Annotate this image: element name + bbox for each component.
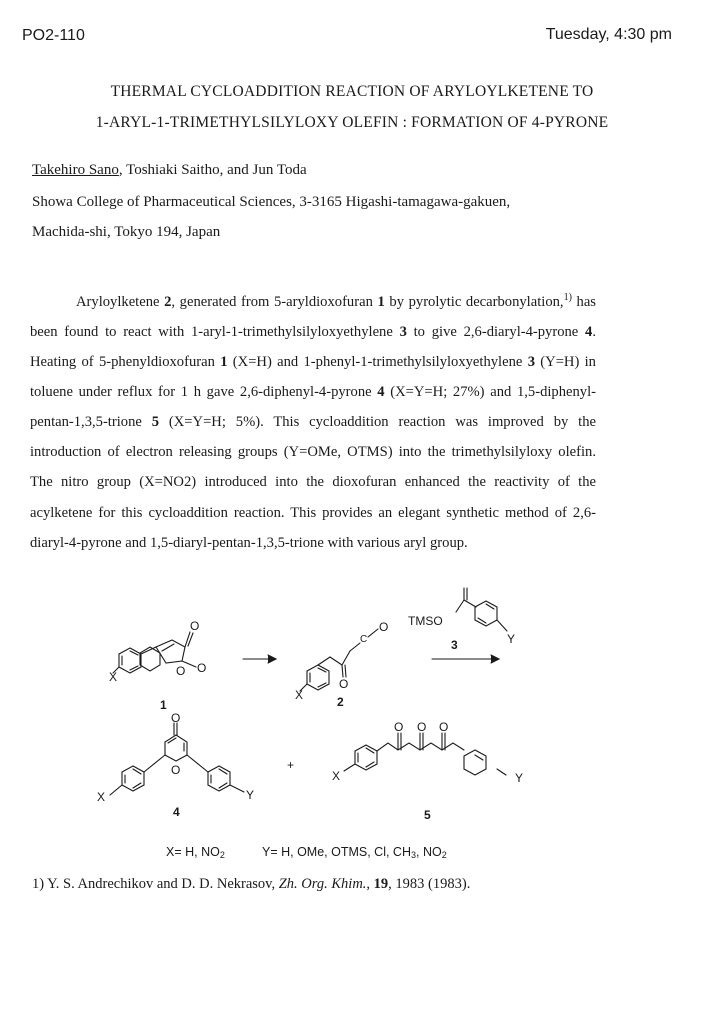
affiliation-line-2: Machida-shi, Tokyo 194, Japan [32, 224, 221, 240]
atom-label: O [394, 720, 404, 734]
atom-label: O [439, 720, 449, 734]
compound-ref: 4 [377, 384, 385, 401]
compound-ref: 3 [527, 354, 535, 371]
compound-ref: 1 [377, 293, 385, 310]
reference-1: 1) Y. S. Andrechikov and D. D. Nekrasov, Zh. Org. Khim., 19, 1983 (1983). [32, 876, 471, 892]
compound-label-3: 3 [451, 638, 458, 652]
atom-label: O [197, 661, 207, 675]
atom-label: O [379, 620, 389, 634]
substituent-y: Y [246, 788, 255, 802]
compound-ref: 1 [220, 354, 228, 371]
presenting-author: Takehiro Sano [32, 162, 119, 178]
substituent-x-legend: X= H, $NO_2$ [166, 845, 225, 860]
substituent-x: X [332, 769, 341, 783]
abstract-body [30, 283, 596, 558]
journal-name: Zh. Org. Khim. [278, 876, 367, 892]
compound-label-5: 5 [424, 808, 431, 822]
abstract-paragraph: Aryloylketene 2, generated from 5-aryldioxofuran 1 by pyrolytic decarbonylation,$^{1)}$ has been found to react with 1-aryl-1-trimethylsilyloxyethylene 3 to give 2,6-diaryl-4-pyrone 4. Heating of 5-phenyldioxofuran 1 (X=H) and 1-phenyl-1-trimethylsilyloxyethylene 3 (Y=H) in toluene under reflux for 1 h gave 2,6-diphenyl-4-pyrone 4 (X=Y=H; 27%) and 1,5-diphenyl-pentan-1,3,5-trione 5 (X=Y=H; 5%). This cycloaddition reaction was improved by the introduction of electron releasing groups (Y=OMe, OTMS) into the trimethylsilyloxy olefin. The nitro group (X=NO2) introduced into the dioxofuran enhanced the reactivity of the acylketene for this cycloaddition reaction. This provides an elegant synthetic method of 2,6-diaryl-4-pyrone and 1,5-diaryl-pentan-1,3,5-trione with various aryl group. [30, 292, 597, 551]
reaction-scheme [0, 585, 704, 845]
tmso-group: TMSO [408, 614, 443, 628]
footnote-mark: 1) [563, 292, 572, 303]
compound-ref: 4 [585, 323, 593, 340]
substituent-y: Y [515, 771, 524, 785]
co-authors: , Toshiaki Saitho, and Jun Toda [118, 162, 307, 178]
affiliation-line-1: Showa College of Pharmaceutical Sciences, 3-3165 Higashi-tamagawa-gakuen, [32, 194, 511, 210]
atom-label: O [190, 619, 200, 633]
atom-label: O [171, 711, 181, 725]
title-line-2: 1-ARYL-1-TRIMETHYLSILYLOXY OLEFIN : FORMATION OF 4-PYRONE [95, 114, 609, 131]
volume-number: 19 [373, 876, 389, 892]
plus-sign: + [287, 758, 295, 772]
substituent-y: Y [507, 632, 516, 646]
compound-3-structure [456, 588, 507, 631]
atom-label: O [339, 677, 349, 691]
compound-label-1: 1 [160, 698, 167, 712]
session-time: Tuesday, 4:30 pm [545, 26, 672, 43]
compound-ref: 2 [164, 293, 172, 310]
compound-4-structure [110, 723, 244, 795]
compound-ref: 5 [151, 414, 160, 431]
substituent-x: X [295, 688, 304, 702]
title-line-1: THERMAL CYCLOADDITION REACTION OF ARYLOYLKETENE TO [110, 83, 594, 100]
compound-label-4: 4 [173, 805, 180, 819]
substituent-x: X [109, 670, 118, 684]
author-list [32, 162, 307, 179]
atom-label: O [417, 720, 427, 734]
substituent-y-legend: Y= H, OMe, OTMS, Cl, $CH_3$, $NO_2$ [262, 845, 447, 860]
compound-ref: 3 [399, 323, 407, 340]
substituent-x: X [97, 790, 106, 804]
compound-label-2: 2 [337, 695, 344, 709]
atom-label: O [176, 664, 186, 678]
atom-label: C [360, 634, 368, 645]
abstract-code: PO2-110 [22, 27, 85, 44]
compound-5-structure [344, 733, 506, 775]
atom-label: O [171, 763, 181, 777]
